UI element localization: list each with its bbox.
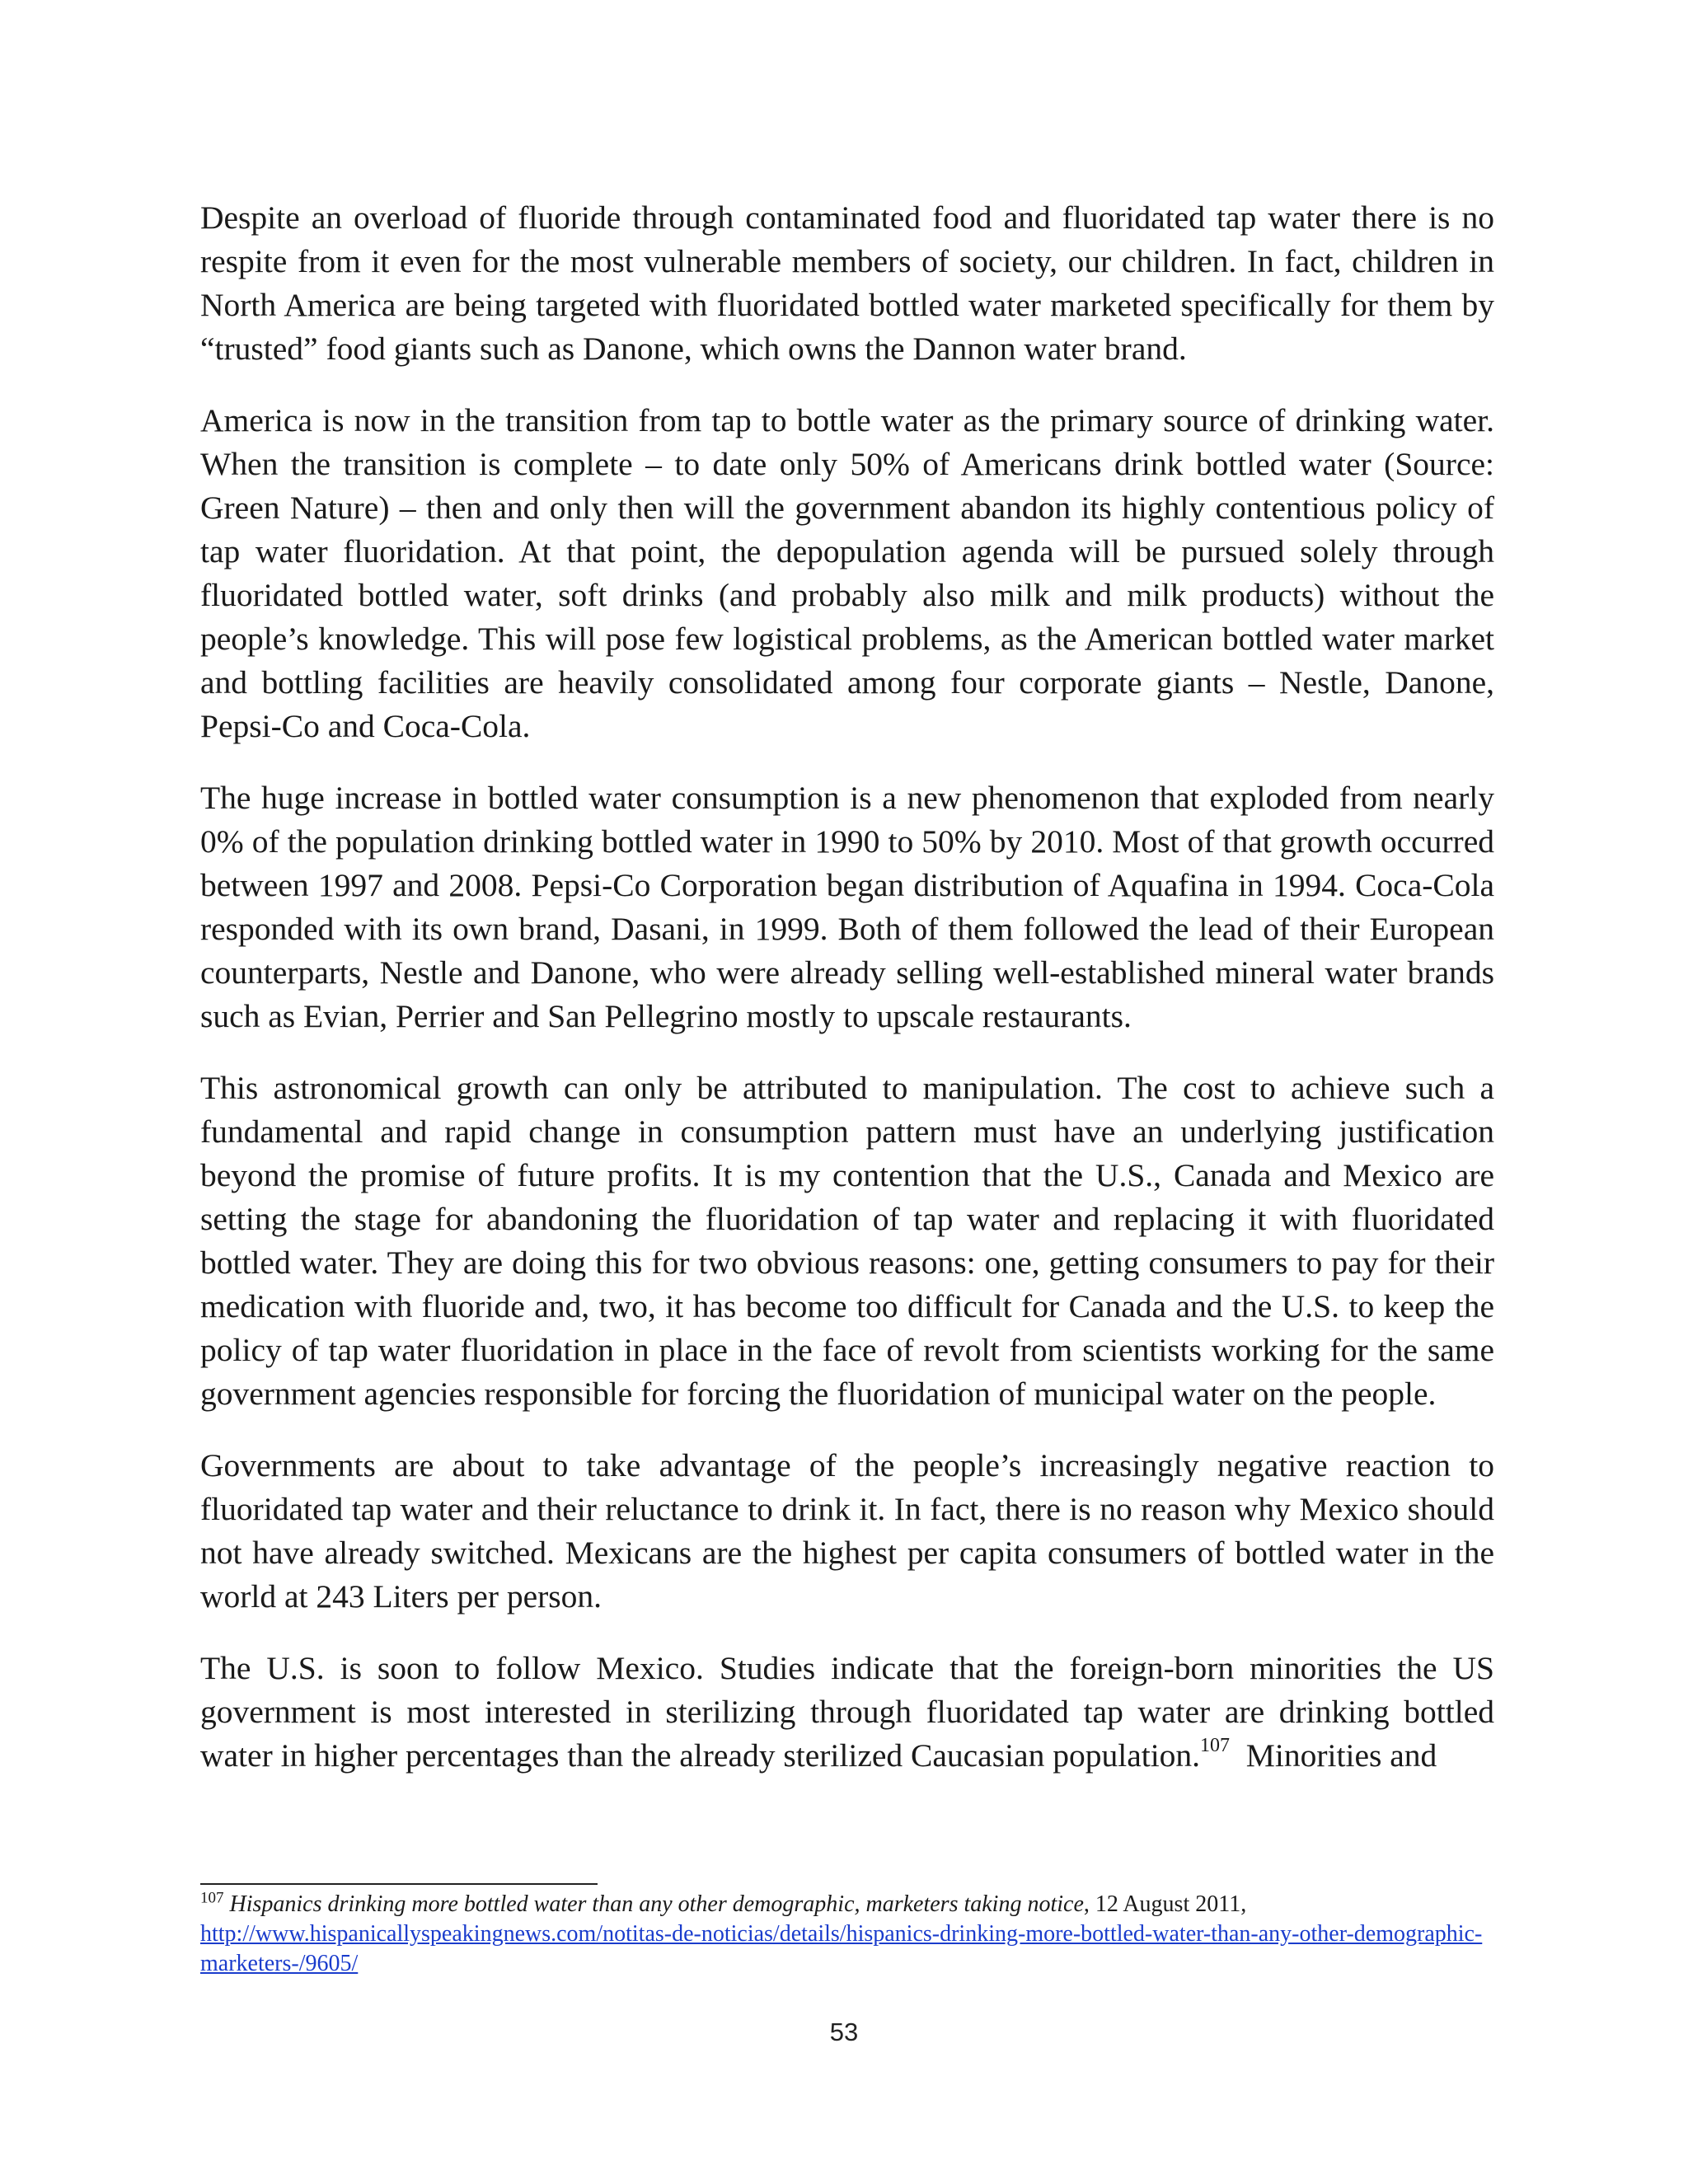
body-paragraph: America is now in the transition from tap to bottle water as the primary source of drinking water. When the transition is complete – to date only 50% of Americans drink bottled water (Source: Green Nature) – then and only then will the government abandon its highly contentious policy of tap water fluoridation. At that point, the depopulation agenda will be pursued solely through fluoridated bottled water, soft drinks (and probably also milk and milk products) without the people’s knowledge. This will pose few logistical problems, as the American bottled water market and bottling facilities are heavily consolidated among four corporate giants – Nestle, Danone, Pepsi-Co and Coca-Cola. xyxy=(200,402,1494,744)
footnote-link[interactable]: http://www.hispanicallyspeakingnews.com/notitas-de-noticias/details/hispanics-drinking-more-bottled-water-than-any-other-demographic-marketers-/9605/ xyxy=(200,1921,1483,1976)
body-paragraph: Governments are about to take advantage of the people’s increasingly negative reaction to fluoridated tap water and their reluctance to drink it. In fact, there is no reason why Mexico should not have already switched. Mexicans are the highest per capita consumers of bottled water in the world at 243 Liters per person. xyxy=(200,1447,1494,1615)
page-number: 53 xyxy=(829,2018,859,2046)
last-paragraph-continuation: Minorities and xyxy=(1230,1737,1437,1774)
body-paragraph: This astronomical growth can only be attributed to manipulation. The cost to achieve such a fundamental and rapid change in consumption pattern must have an underlying justification beyond the promise of future profits. It is my contention that the U.S., Canada and Mexico are setting the stage for abandoning the fluoridation of tap water and replacing it with fluoridated bottled water. They are doing this for two obvious reasons: one, getting consumers to pay for their medication with fluoride and, two, it has become too difficult for Canada and the U.S. to keep the policy of tap water fluoridation in place in the face of revolt from scientists working for the same government agencies responsible for forcing the fluoridation of municipal water on the people. xyxy=(200,1070,1494,1412)
last-paragraph-text: The U.S. is soon to follow Mexico. Studies indicate that the foreign-born minorities the US government is most interested in sterilizing through fluoridated tap water are drinking bottled water in higher percentages than the already sterilized Caucasian population. xyxy=(200,1650,1494,1774)
body-paragraph: The huge increase in bottled water consumption is a new phenomenon that exploded from nearly 0% of the population drinking bottled water in 1990 to 50% by 2010. Most of that growth occurred between 1997 and 2008. Pepsi-Co Corporation began distribution of Aquafina in 1994. Coca-Cola responded with its own brand, Dasani, in 1999. Both of them followed the lead of their European counterparts, Nestle and Danone, who were already selling well-established mineral water brands such as Evian, Perrier and San Pellegrino mostly to upscale restaurants. xyxy=(200,780,1494,1034)
footnote-number: 107 xyxy=(200,1889,224,1907)
footnote-title: Hispanics drinking more bottled water than any other demographic, marketers taking notice xyxy=(229,1891,1084,1917)
footnote-divider xyxy=(200,1883,598,1885)
footnote-reference[interactable]: 107 xyxy=(1200,1734,1231,1756)
footnote-date: , 12 August 2011, xyxy=(1083,1891,1247,1917)
footnote xyxy=(200,1890,1494,1979)
page-body xyxy=(200,196,1494,1806)
body-paragraph: Despite an overload of fluoride through contaminated food and fluoridated tap water there is no respite from it even for the most vulnerable members of society, our children. In fact, children in North America are being targeted with fluoridated bottled water marketed specifically for them by “trusted” food giants such as Danone, which owns the Dannon water brand. xyxy=(200,199,1494,367)
body-paragraph-last xyxy=(200,1647,1494,1778)
